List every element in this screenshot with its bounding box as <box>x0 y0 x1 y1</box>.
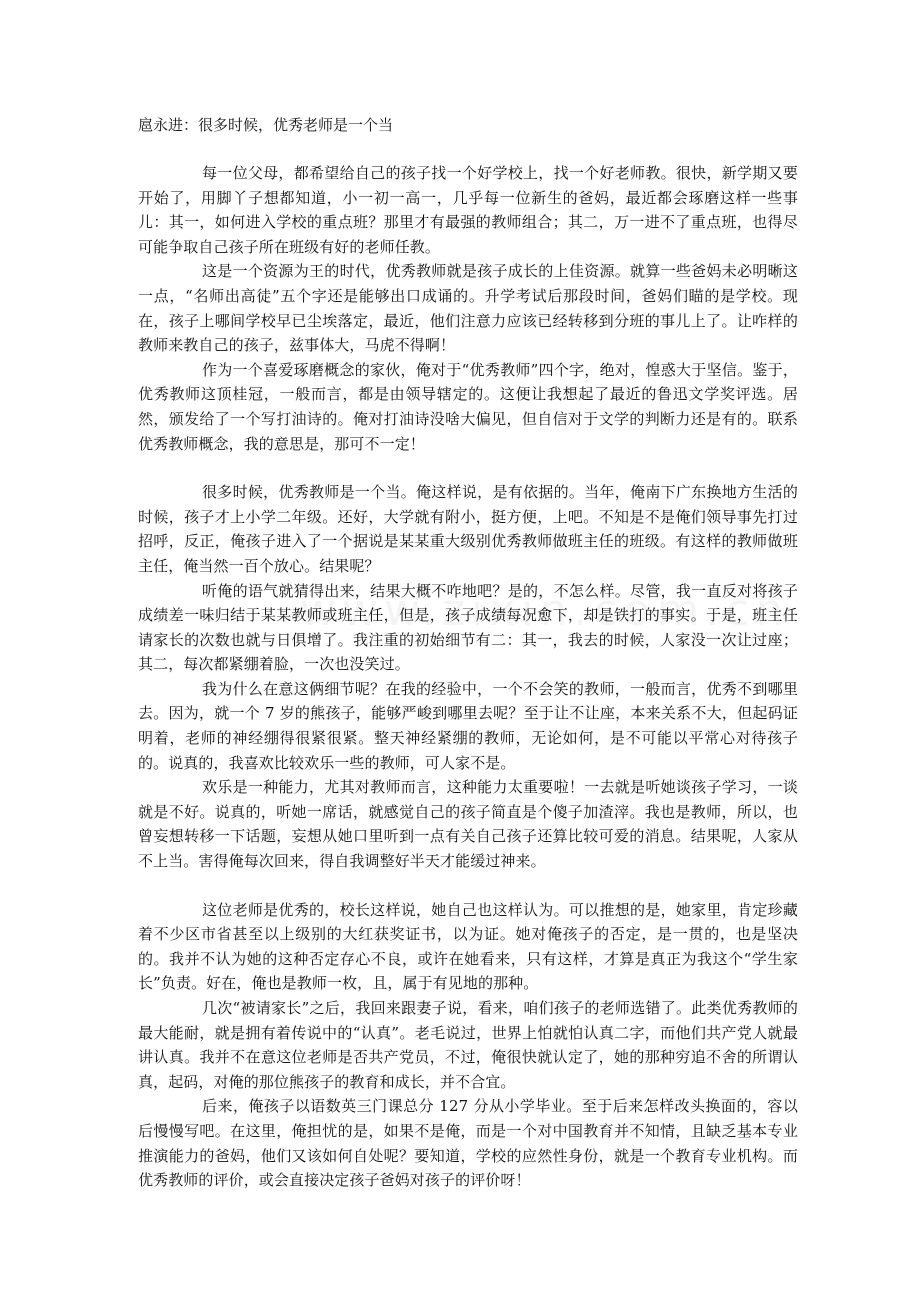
paragraph: 后来，俺孩子以语数英三门课总分 127 分从小学毕业。至于后来怎样改头换面的，容以后慢慢写吧。在这里，俺担忧的是，如果不是俺，而是一个对中国教育并不知情，且缺乏基本专业推演能力的爸妈，他们又该如何自处呢？要知道，学校的应然性身份，就是一个教育专业机构。而优秀教师的评价，或会直接决定孩子爸妈对孩子的评价呀！ <box>138 1097 798 1190</box>
paragraph: 几次“被请家长”之后，我回来跟妻子说，看来，咱们孩子的老师选错了。此类优秀教师的最大能耐，就是拥有着传说中的“认真”。老毛说过，世界上怕就怕认真二字，而他们共产党人就最讲认真。我并不在意这位老师是否共产党员，不过，俺很快就认定了，她的那种穷追不舍的所谓认真，起码，对俺的那位熊孩子的教育和成长，并不合宜。 <box>138 999 798 1091</box>
paragraph: 听俺的语气就猜得出来，结果大概不咋地吧？是的，不怎么样。尽管，我一直反对将孩子成绩差一味归结于某某教师或班主任，但是，孩子成绩每况愈下，却是铁打的事实。于是，班主任请家长的次数也就与日俱增了。我注重的初始细节有二：其一，我去的时候，人家没一次让过座；其二，每次都紧绷着脸，一次也没笑过。 <box>138 581 798 674</box>
section-gap <box>138 456 798 480</box>
paragraph: 我为什么在意这俩细节呢？在我的经验中，一个不会笑的教师，一般而言，优秀不到哪里去。因为，就一个 7 岁的熊孩子，能够严峻到哪里去呢？至于让不让座，本来关系不大，但起码证明着，老师的神经绷得很紧很紧。整天神经紧绷的教师，无论如何，是不可能以平常心对待孩子的。说真的，我喜欢比较欢乐一些的教师，可人家不是。 <box>138 679 798 772</box>
document-page <box>138 113 798 1193</box>
paragraph: 每一位父母，都希望给自己的孩子找一个好学校上，找一个好老师教。很快，新学期又要开始了，用脚丫子想都知道，小一初一高一，几乎每一位新生的爸妈，最近都会琢磨这样一些事儿：其一，如何进入学校的重点班？那里才有最强的教师组合；其二，万一进不了重点班，也得尽可能争取自己孩子所在班级有好的老师任教。 <box>138 164 798 256</box>
section-1 <box>138 161 798 456</box>
section-2 <box>138 480 798 874</box>
paragraph: 作为一个喜爱琢磨概念的家伙，俺对于“优秀教师”四个字，绝对，惶惑大于坚信。鉴于，优秀教师这顶桂冠，一般而言，都是由领导辖定的。这便让我想起了最近的鲁迅文学奖评选。居然，颁发给了一个写打油诗的。俺对打油诗没啥大偏见，但自信对于文学的判断力还是有的。联系优秀教师概念，我的意思是，那可不一定！ <box>138 360 798 453</box>
paragraph: 这位老师是优秀的，校长这样说，她自己也这样认为。可以推想的是，她家里，肯定珍藏着不少区市省甚至以上级别的大红获奖证书，以为证。她对俺孩子的否定，是一贯的，也是坚决的。我并不认为她的这种否定存心不良，或许在她看来，只有这样，才算是真正为我这个“学生家长”负责。好在，俺也是教师一枚，且，属于有见地的那种。 <box>138 900 798 993</box>
paragraph: 这是一个资源为王的时代，优秀教师就是孩子成长的上佳资源。就算一些爸妈未必明晰这一点，“名师出高徒”五个字还是能够出口成诵的。升学考试后那段时间，爸妈们瞄的是学校。现在，孩子上哪间学校早已尘埃落定，最近，他们注意力应该已经转移到分班的事儿上了。让咋样的教师来教自己的孩子，兹事体大，马虎不得啊！ <box>138 262 798 355</box>
section-3 <box>138 898 798 1193</box>
section-gap <box>138 874 798 898</box>
article-title: 扈永进：很多时候，优秀老师是一个当 <box>138 116 394 134</box>
paragraph: 欢乐是一种能力，尤其对教师而言，这种能力太重要啦！一去就是听她谈孩子学习，一谈就是不好。说真的，听她一席话，就感觉自己的孩子简直是个傻子加渣滓。我也是教师，所以，也曾妄想转移一下话题，妄想从她口里听到一点有关自己孩子还算比较可爱的消息。结果呢，人家从不上当。害得俺每次回来，得自我调整好半天才能缓过神来。 <box>138 778 798 871</box>
paragraph: 很多时候，优秀教师是一个当。俺这样说，是有依据的。当年，俺南下广东换地方生活的时候，孩子才上小学二年级。还好，大学就有附小，挺方便，上吧。不知是不是俺们领导事先打过招呼，反正，俺孩子进入了一个据说是某某重大级别优秀教师做班主任的班级。有这样的教师做班主任，俺当然一百个放心。结果呢？ <box>138 483 798 575</box>
